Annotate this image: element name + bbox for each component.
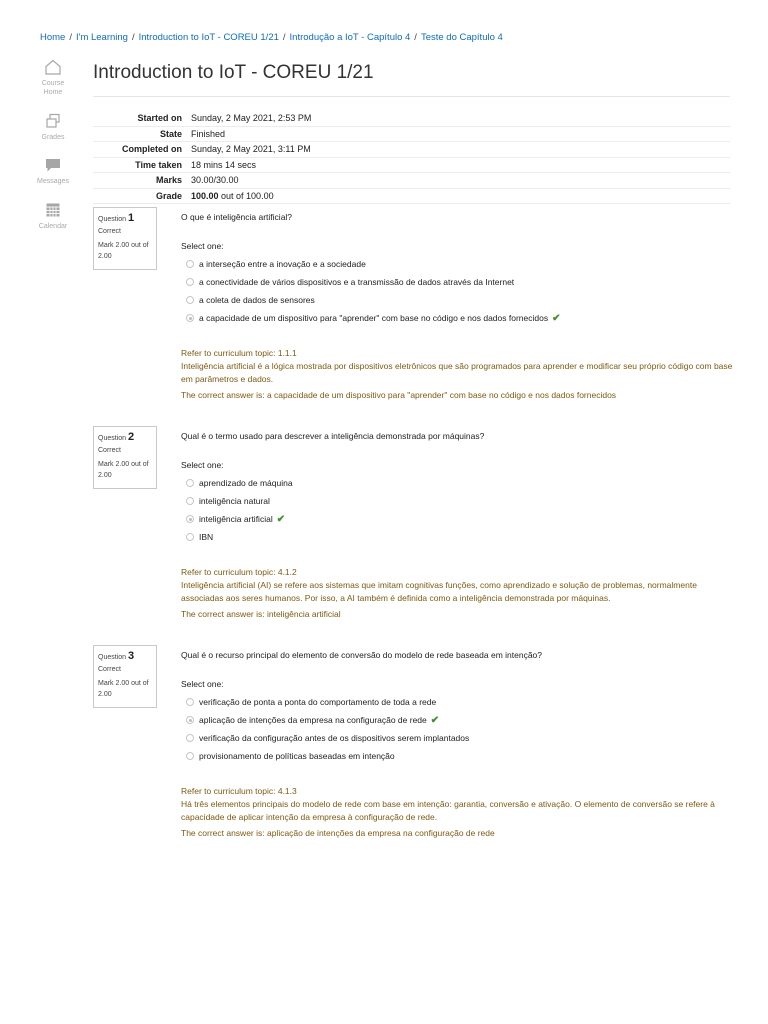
question-state: Correct xyxy=(98,447,121,454)
summary-value: Sunday, 2 May 2021, 2:53 PM xyxy=(191,111,730,126)
breadcrumb-course[interactable]: Introduction to IoT - COREU 1/21 xyxy=(138,32,279,43)
summary-value: Finished xyxy=(191,126,730,142)
grade-total: out of 100.00 xyxy=(218,190,274,201)
summary-value: 18 mins 14 secs xyxy=(191,157,730,173)
curriculum-topic: Refer to curriculum topic: 1.1.1 xyxy=(181,348,297,358)
question-text: Qual é o termo usado para descrever a inteligência demonstrada por máquinas? xyxy=(181,431,485,441)
correct-answer: The correct answer is: aplicação de intenções da empresa na configuração de rede xyxy=(181,828,495,839)
question-text: O que é inteligência artificial? xyxy=(181,212,293,222)
feedback-explanation: Há três elementos principais do modelo de rede com base em intenção: garantia, conversão e ativação. O elemento de conversão se refere à capacidade de aplicar intenção da empresa à configuração de rede. xyxy=(181,798,715,822)
sidebar-item-calendar[interactable] xyxy=(30,201,76,231)
sidebar-item-label: Grades xyxy=(41,133,65,141)
answer-option[interactable] xyxy=(186,309,741,327)
answer-prompt: Select one: xyxy=(181,460,224,470)
radio-button-selected[interactable] xyxy=(186,515,194,523)
answer-option[interactable] xyxy=(186,492,741,510)
summary-row xyxy=(93,157,730,173)
radio-button[interactable] xyxy=(186,278,194,286)
curriculum-topic: Refer to curriculum topic: 4.1.3 xyxy=(181,786,297,796)
sidebar-item-label: Course Home xyxy=(41,80,65,97)
answer-label: aplicação de intenções da empresa na configuração de rede xyxy=(199,715,427,725)
sidebar-item-messages[interactable] xyxy=(30,156,76,186)
checkmark-icon: ✔ xyxy=(552,312,561,324)
answer-label: IBN xyxy=(199,532,214,542)
calendar-icon xyxy=(44,201,62,219)
left-sidebar xyxy=(30,58,76,245)
question-feedback xyxy=(181,347,741,402)
question-info-box xyxy=(93,207,157,270)
question-text: Qual é o recurso principal do elemento de conversão do modelo de rede baseada em intenção? xyxy=(181,650,543,660)
sidebar-item-label: Calendar xyxy=(38,222,68,230)
feedback-explanation: Inteligência artificial é a lógica mostrada por dispositivos eletrônicos que são programados para aprender e modificar seu próprio código com base em parâmetros e dados. xyxy=(181,360,733,384)
title-divider xyxy=(93,96,730,97)
answer-option[interactable] xyxy=(186,273,741,291)
answer-option[interactable] xyxy=(186,693,741,711)
radio-button-selected[interactable] xyxy=(186,314,194,322)
breadcrumb-separator: / xyxy=(69,32,72,43)
answer-option[interactable] xyxy=(186,255,741,273)
summary-key: Marks xyxy=(93,173,191,189)
answer-option[interactable] xyxy=(186,528,741,546)
grades-icon xyxy=(44,112,62,130)
answer-label: a coleta de dados de sensores xyxy=(199,295,315,305)
breadcrumb-separator: / xyxy=(131,32,135,43)
question-content xyxy=(181,650,741,840)
answer-label: a interseção entre a inovação e a sociedade xyxy=(199,259,366,269)
answer-label: a capacidade de um dispositivo para "aprender" com base no código e nos dados fornecidos xyxy=(199,313,549,323)
summary-value xyxy=(191,188,730,204)
summary-row xyxy=(93,142,730,158)
question-mark: Mark 2.00 out of 2.00 xyxy=(98,680,149,698)
answer-label: a conectividade de vários dispositivos e a transmissão de dados através da Internet xyxy=(199,277,515,287)
home-icon xyxy=(44,58,62,76)
radio-button[interactable] xyxy=(186,479,194,487)
question-number: Question 3 xyxy=(98,650,135,662)
answer-label: aprendizado de máquina xyxy=(199,478,293,488)
radio-button-selected[interactable] xyxy=(186,716,194,724)
answer-option[interactable] xyxy=(186,474,741,492)
question-info-box xyxy=(93,645,157,708)
feedback-explanation: Inteligência artificial (AI) se refere aos sistemas que imitam cognitivas funções, como aprendizado e solução de problemas, normalmente associadas aos seres humanos. Por isso, a AI também é definida como a inteligência demonstrada por máquinas. xyxy=(181,579,697,603)
page-title: Introduction to IoT - COREU 1/21 xyxy=(93,62,374,83)
breadcrumb-quiz[interactable]: Teste do Capítulo 4 xyxy=(420,32,503,43)
question-state: Correct xyxy=(98,666,121,673)
question-info-box xyxy=(93,426,157,489)
summary-value: Sunday, 2 May 2021, 3:11 PM xyxy=(191,142,730,158)
summary-key: Started on xyxy=(93,111,191,126)
summary-key: State xyxy=(93,126,191,142)
summary-row xyxy=(93,111,730,126)
answer-options xyxy=(181,693,741,765)
breadcrumb-home[interactable]: Home xyxy=(40,32,66,43)
breadcrumb-chapter[interactable]: Introdução a IoT - Capítulo 4 xyxy=(289,32,411,43)
sidebar-item-course-home[interactable] xyxy=(30,58,76,98)
answer-option[interactable] xyxy=(186,747,741,765)
sidebar-item-label: Messages xyxy=(37,178,69,186)
summary-row xyxy=(93,173,730,189)
answer-prompt: Select one: xyxy=(181,679,224,689)
correct-answer: The correct answer is: a capacidade de um dispositivo para "aprender" com base no código e nos dados fornecidos xyxy=(181,390,617,401)
question-feedback xyxy=(181,566,741,621)
answer-option[interactable] xyxy=(186,510,741,528)
sidebar-item-grades[interactable] xyxy=(30,112,76,142)
radio-button[interactable] xyxy=(186,533,194,541)
question-mark: Mark 2.00 out of 2.00 xyxy=(98,461,149,479)
radio-button[interactable] xyxy=(186,260,194,268)
question-number: Question 2 xyxy=(98,431,135,443)
summary-key: Completed on xyxy=(93,142,191,158)
summary-value: 30.00/30.00 xyxy=(191,173,730,189)
answer-label: inteligência natural xyxy=(199,496,270,506)
grade-score: 100.00 xyxy=(191,190,219,201)
attempt-summary-table xyxy=(93,111,730,204)
summary-key: Grade xyxy=(93,188,191,204)
question-number: Question 1 xyxy=(98,212,135,224)
answer-label: verificação da configuração antes de os dispositivos serem implantados xyxy=(199,733,470,743)
radio-button[interactable] xyxy=(186,296,194,304)
curriculum-topic: Refer to curriculum topic: 4.1.2 xyxy=(181,567,297,577)
summary-key: Time taken xyxy=(93,157,191,173)
breadcrumb-im-learning[interactable]: I'm Learning xyxy=(75,32,128,43)
answer-option[interactable] xyxy=(186,729,741,747)
answer-label: inteligência artificial xyxy=(199,514,273,524)
messages-icon xyxy=(44,156,62,174)
summary-row xyxy=(93,126,730,142)
question-state: Correct xyxy=(98,228,121,235)
breadcrumb xyxy=(40,32,503,43)
correct-answer: The correct answer is: inteligência artificial xyxy=(181,609,341,620)
answer-label: verificação de ponta a ponta do comportamento de toda a rede xyxy=(199,697,437,707)
summary-row xyxy=(93,188,730,204)
answer-prompt: Select one: xyxy=(181,241,224,251)
radio-button[interactable] xyxy=(186,698,194,706)
radio-button[interactable] xyxy=(186,497,194,505)
answer-option[interactable] xyxy=(186,291,741,309)
answer-options xyxy=(181,255,741,327)
question-mark: Mark 2.00 out of 2.00 xyxy=(98,242,149,260)
question-feedback xyxy=(181,785,741,840)
question-content xyxy=(181,212,741,402)
radio-button[interactable] xyxy=(186,752,194,760)
question-content xyxy=(181,431,741,621)
answer-option[interactable] xyxy=(186,711,741,729)
breadcrumb-separator: / xyxy=(282,32,286,43)
answer-options xyxy=(181,474,741,546)
checkmark-icon: ✔ xyxy=(276,513,286,525)
radio-button[interactable] xyxy=(186,734,194,742)
breadcrumb-separator: / xyxy=(414,32,417,43)
answer-label: provisionamento de políticas baseadas em intenção xyxy=(199,751,395,761)
checkmark-icon: ✔ xyxy=(430,714,440,726)
